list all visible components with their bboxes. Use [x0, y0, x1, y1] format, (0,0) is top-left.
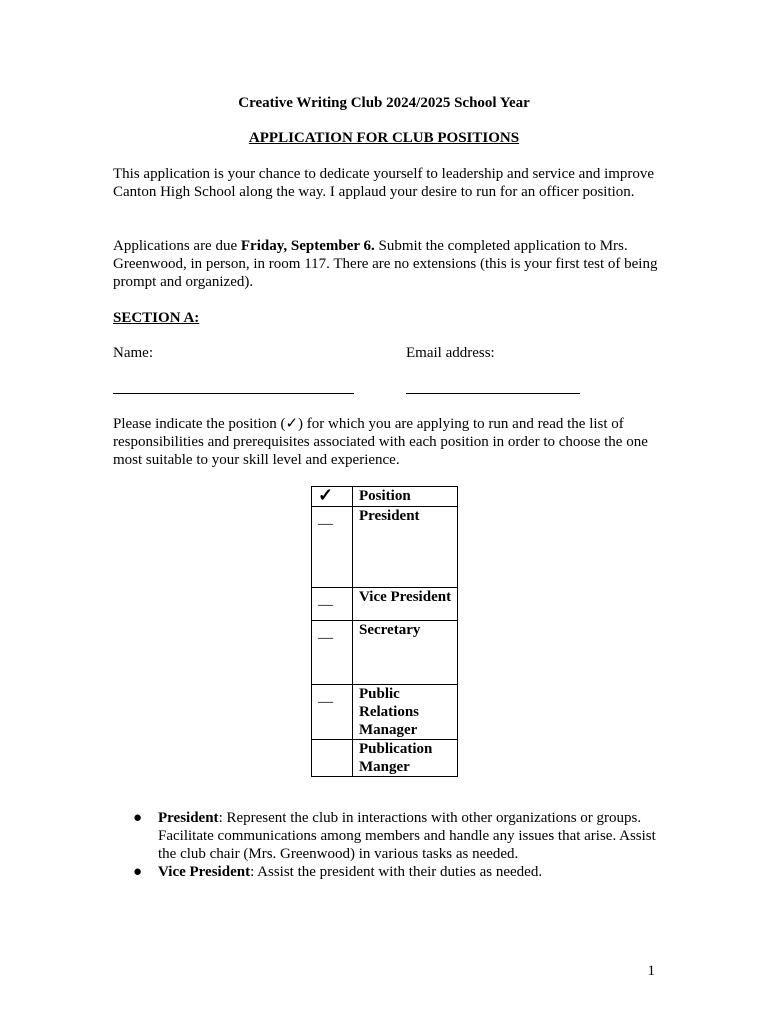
position-checkbox-president[interactable]: __: [312, 507, 353, 588]
header-check-cell: [312, 487, 353, 507]
due-date: Friday, September 6.: [240, 238, 375, 254]
instructions-before: Please indicate the position (: [113, 416, 286, 432]
position-checkbox-vice-president[interactable]: __: [312, 588, 353, 621]
position-label-secretary: Secretary: [353, 621, 458, 685]
bullet-icon: ●: [133, 864, 143, 880]
document-title: Creative Writing Club 2024/2025 School Year: [238, 95, 530, 111]
positions-table: [311, 486, 458, 777]
list-item: [113, 863, 658, 881]
table-row: [312, 588, 458, 621]
table-row: [312, 685, 458, 740]
section-a-heading: SECTION A:: [113, 310, 200, 326]
name-field[interactable]: [113, 393, 354, 394]
instructions-paragraph: [113, 415, 658, 469]
header-position-cell: Position: [353, 487, 458, 507]
position-label-vice-president: Vice President: [353, 588, 458, 621]
responsibility-title: Vice President: [158, 864, 251, 880]
name-label: Name:: [113, 345, 153, 361]
position-label-publication: Publication Manger: [353, 740, 458, 777]
table-row: [312, 507, 458, 588]
bullet-icon: ●: [133, 810, 143, 826]
due-suffix: Submit the completed application to Mrs. Greenwood, in person, in room 117. There are no extensions (this is your first test of being prompt and organized).: [113, 238, 658, 290]
responsibility-text: : Assist the president with their duties as needed.: [250, 864, 543, 880]
positions-header-row: [312, 487, 458, 507]
position-label-public-relations: Public Relations Manager: [353, 685, 458, 740]
intro-paragraph: This application is your chance to dedicate yourself to leadership and service and improve Canton High School along the way. I applaud your desire to run for an officer position.: [113, 166, 655, 200]
document-subtitle: APPLICATION FOR CLUB POSITIONS: [248, 130, 520, 146]
due-paragraph: [113, 237, 658, 291]
position-checkbox-public-relations[interactable]: __: [312, 685, 353, 740]
responsibility-title: President: [158, 810, 219, 826]
responsibility-text: : Represent the club in interactions with other organizations or groups. Facilitate communications among members and handle any issues that arise. Assist the club chair (Mrs. Greenwood) in various tasks as needed.: [158, 810, 656, 862]
table-row: [312, 740, 458, 777]
due-prefix: Applications are due: [113, 238, 241, 254]
position-checkbox-publication[interactable]: [312, 740, 353, 777]
check-mark-icon: ✓: [318, 485, 334, 505]
email-label: Email address:: [406, 345, 495, 361]
position-checkbox-secretary[interactable]: __: [312, 621, 353, 685]
position-label-president: President: [353, 507, 458, 588]
responsibilities-list: [113, 809, 658, 881]
instructions-after: ) for which you are applying to run and read the list of responsibilities and prerequisites associated with each position in order to choose the one most suitable to your skill level and experience.: [113, 416, 648, 468]
page-number: 1: [647, 963, 655, 979]
check-mark-icon: ✓: [285, 416, 299, 432]
table-row: [312, 621, 458, 685]
email-field[interactable]: [406, 393, 580, 394]
list-item: [113, 809, 658, 863]
